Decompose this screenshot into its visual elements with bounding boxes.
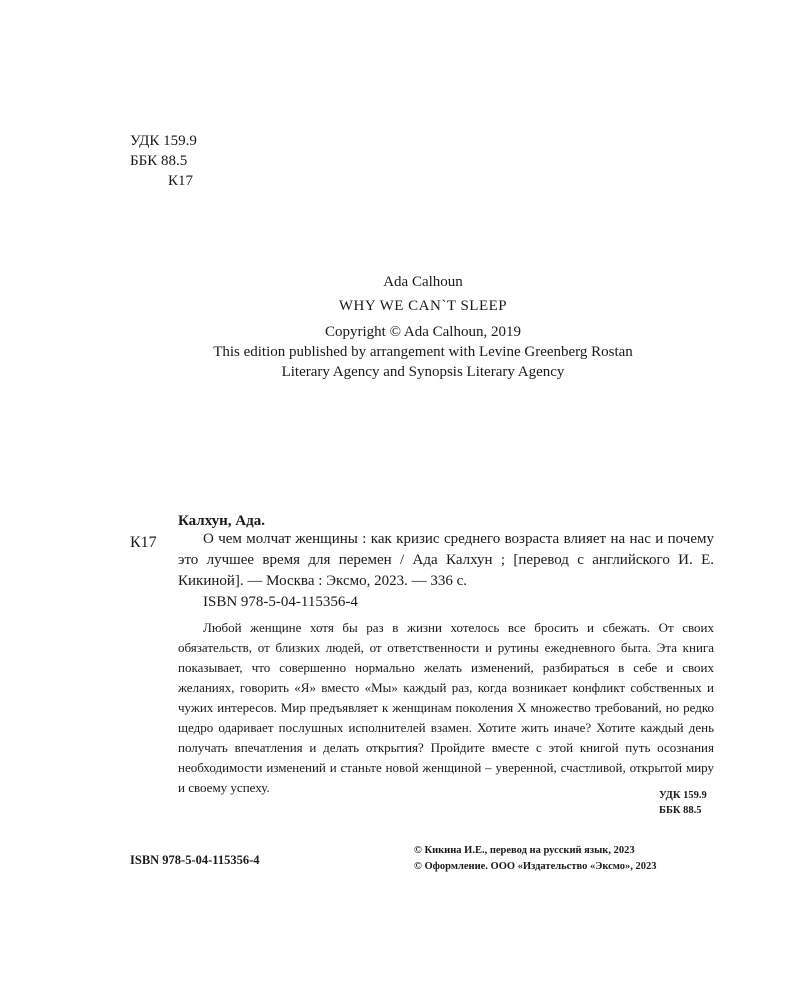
edition-line-1: This edition published by arrangement with Levine Greenberg Rostan xyxy=(213,344,633,360)
footer-isbn: ISBN 978-5-04-115356-4 xyxy=(130,853,260,867)
classification-codes xyxy=(130,131,197,191)
udk-code-bottom: УДК 159.9 xyxy=(659,790,707,801)
author-mark: К17 xyxy=(168,173,194,189)
credit-design: © Оформление. ООО «Издательство «Эксмо», 2023 xyxy=(414,861,657,872)
annotation-text: Любой женщине хотя бы раз в жизни хотелось все бросить и сбежать. От своих обязательств, от близких людей, от ответственности и рутины ежедневного быта. Эта книга показывает, что совершенно нормально желать изменений, разбираться в себе и своих желаниях, говорить «Я» вместо «Мы» каждый раз, когда возникает конфликт собственных и чужих интересов. Мир предъявляет к женщинам поколения Х множество требований, но редко щедро одаривает послушных исполнителей взамен. Хотите жить иначе? Хотите каждый день получать впечатления и делать открытия? Пройдите вместе с этой книгой путь осознания необходимости изменений и станьте новой женщиной – уверенной, счастливой, открытой миру и своему успеху. xyxy=(178,620,714,795)
bibliographic-side-mark: К17 xyxy=(130,534,157,551)
classification-codes-bottom xyxy=(659,788,707,818)
bbk-code: ББК 88.5 xyxy=(130,153,188,169)
bbk-code-bottom: ББК 88.5 xyxy=(659,805,702,816)
footer-credits xyxy=(414,843,657,875)
original-edition-block xyxy=(0,272,800,382)
bibliographic-author-heading: Калхун, Ада. xyxy=(178,513,265,529)
bibliographic-description: О чем молчат женщины : как кризис среднего возраста влияет на нас и почему это лучшее время для перемен / Ада Калхун ; [перевод с английского И. Е. Кикиной]. — Москва : Эксмо, 2023. — 336 с. xyxy=(178,531,714,589)
original-author: Ada Calhoun xyxy=(383,274,463,290)
original-title: WHY WE CAN`T SLEEP xyxy=(338,298,508,314)
edition-line-2: Literary Agency and Synopsis Literary Agency xyxy=(281,364,565,380)
copyright-line: Copyright © Ada Calhoun, 2019 xyxy=(325,324,521,340)
bibliographic-isbn: ISBN 978-5-04-115356-4 xyxy=(203,594,358,610)
udk-code: УДК 159.9 xyxy=(130,133,197,149)
credit-translation: © Кикина И.Е., перевод на русский язык, 2023 xyxy=(414,845,635,856)
